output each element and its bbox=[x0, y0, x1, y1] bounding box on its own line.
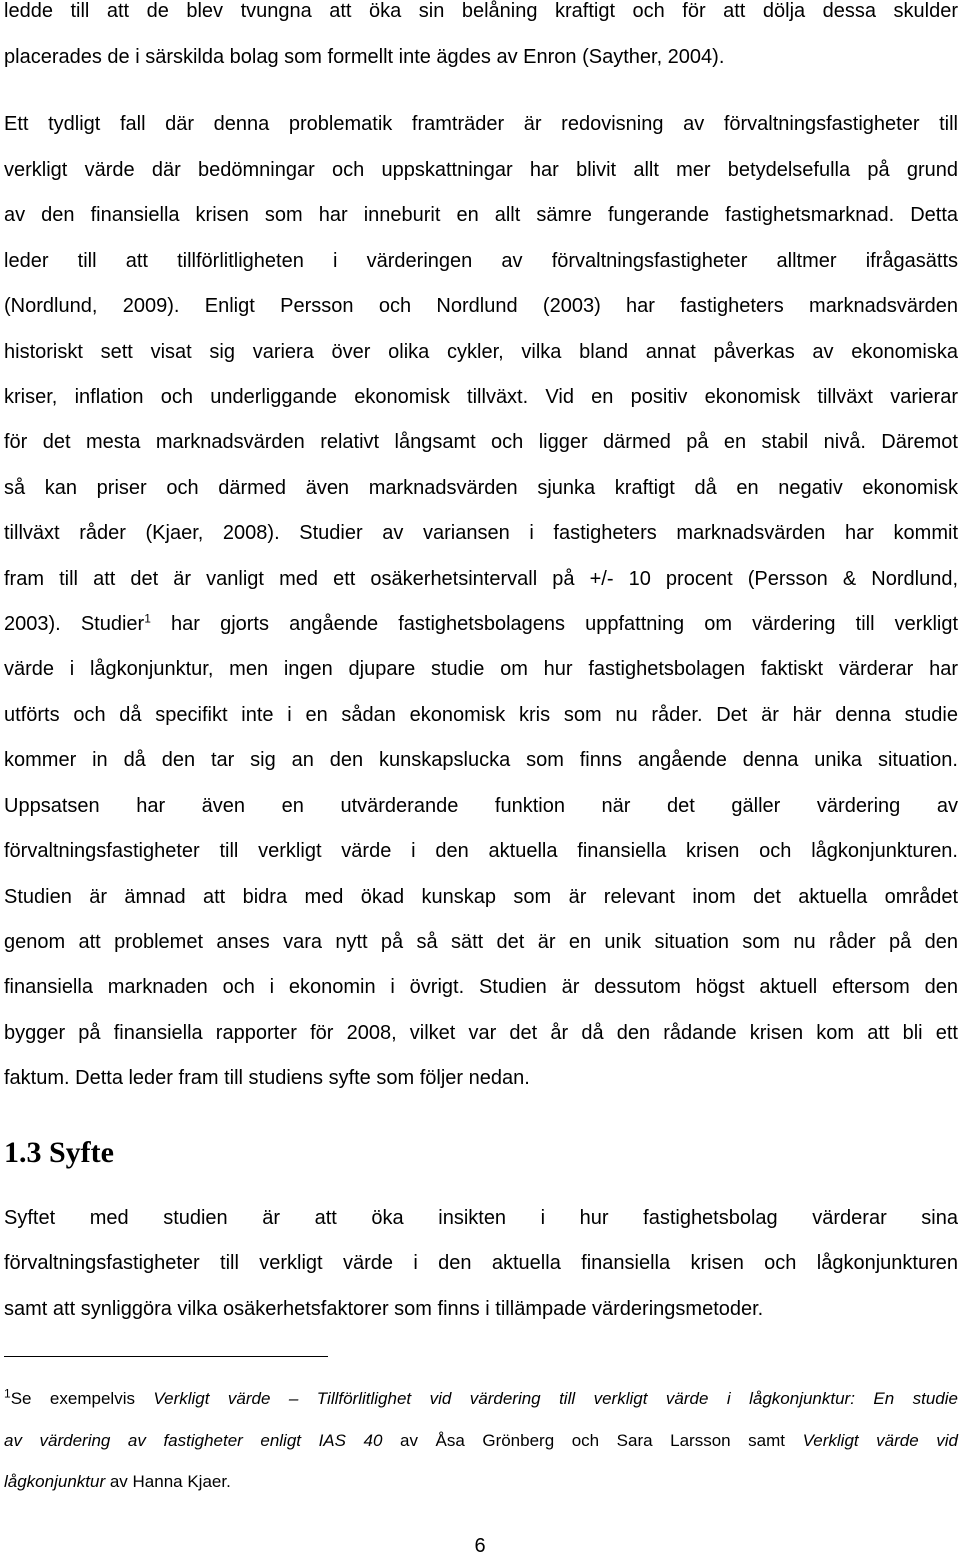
text-run: 2003). Studier bbox=[4, 613, 145, 635]
paragraph-line: fram till att det är vanligt med ett osäkerhetsintervall på +/- 10 procent (Persson & Nordlund, bbox=[4, 568, 958, 590]
paragraph-line: Uppsatsen har även en utvärderande funktion när det gäller värdering av bbox=[4, 795, 958, 817]
paragraph-line: samt att synliggöra vilka osäkerhetsfaktorer som finns i tillämpade värderingsmetoder. bbox=[4, 1298, 764, 1320]
paragraph-line: tillväxt råder (Kjaer, 2008). Studier av variansen i fastigheters marknadsvärden har kommit bbox=[4, 522, 958, 544]
paragraph-line: faktum. Detta leder fram till studiens syfte som följer nedan. bbox=[4, 1067, 530, 1089]
section-heading: 1.3 Syfte bbox=[4, 1136, 114, 1169]
footnote-separator bbox=[4, 1356, 328, 1357]
paragraph-line: av den finansiella krisen som har inneburit en allt sämre fungerande fastighetsmarknad. Detta bbox=[4, 204, 958, 226]
footnote-marker[interactable]: 1 bbox=[144, 611, 151, 626]
paragraph-line: kommer in då den tar sig an den kunskapslucka som finns angående denna unika situation. bbox=[4, 749, 958, 771]
text-run: av Hanna Kjaer. bbox=[105, 1472, 231, 1491]
text-run: Se exempelvis bbox=[10, 1389, 154, 1408]
paragraph-line: förvaltningsfastigheter till verkligt värde i den aktuella finansiella krisen och lågkonjunkturen. bbox=[4, 840, 958, 862]
paragraph-line: kriser, inflation och underliggande ekonomisk tillväxt. Vid en positiv ekonomisk tillväxt varierar bbox=[4, 386, 958, 408]
footnote-line bbox=[4, 1387, 958, 1411]
paragraph-line: förvaltningsfastigheter till verkligt värde i den aktuella finansiella krisen och lågkonjunkturen bbox=[4, 1252, 958, 1274]
paragraph-line: ledde till att de blev tvungna att öka sin belåning kraftigt och för att dölja dessa skulder bbox=[4, 0, 958, 22]
paragraph-line: för det mesta marknadsvärden relativt långsamt och ligger därmed på en stabil nivå. Däremot bbox=[4, 431, 958, 453]
paragraph-line: genom att problemet anses vara nytt på så sätt det är en unik situation som nu råder på den bbox=[4, 931, 958, 953]
paragraph-line: historiskt sett visat sig variera över olika cykler, vilka bland annat påverkas av ekonomiska bbox=[4, 341, 958, 363]
paragraph-line: (Nordlund, 2009). Enligt Persson och Nordlund (2003) har fastigheters marknadsvärden bbox=[4, 295, 958, 317]
text-run: har gjorts angående fastighetsbolagens uppfattning om värdering till verkligt bbox=[150, 613, 959, 635]
paragraph-line: leder till att tillförlitligheten i värderingen av förvaltningsfastigheter alltmer ifrågasätts bbox=[4, 250, 958, 272]
page-number: 6 bbox=[474, 1535, 486, 1557]
paragraph-line: värde i lågkonjunktur, men ingen djupare studie om hur fastighetsbolagen faktiskt värderar har bbox=[4, 658, 958, 680]
paragraph-line: Syftet med studien är att öka insikten i hur fastighetsbolag värderar sina bbox=[4, 1207, 958, 1229]
footnote-line bbox=[4, 1429, 958, 1453]
footnote-number: 1 bbox=[4, 1386, 11, 1401]
italic-title: lågkonjunktur bbox=[4, 1472, 106, 1491]
paragraph-line: Studien är ämnad att bidra med ökad kunskap som är relevant inom det aktuella området bbox=[4, 886, 958, 908]
italic-title: Verkligt värde – Tillförlitlighet vid värdering till verkligt värde i lågkonjunktur: En studie bbox=[153, 1389, 958, 1408]
paragraph-line-with-footnote bbox=[4, 611, 958, 637]
paragraph-line: så kan priser och därmed även marknadsvärden sjunka kraftigt då en negativ ekonomisk bbox=[4, 477, 958, 499]
paragraph-line: bygger på finansiella rapporter för 2008, vilket var det år då den rådande krisen kom att bli ett bbox=[4, 1022, 958, 1044]
italic-title: av värdering av fastigheter enligt IAS 40 bbox=[4, 1431, 383, 1450]
footnote-line bbox=[4, 1470, 958, 1494]
paragraph-line: utförts och då specifikt inte i en sådan ekonomisk kris som nu råder. Det är här denna studie bbox=[4, 704, 958, 726]
paragraph-line: placerades de i särskilda bolag som formellt inte ägdes av Enron (Sayther, 2004). bbox=[4, 46, 725, 68]
italic-title: Verkligt värde vid bbox=[802, 1431, 958, 1450]
paragraph-line: finansiella marknaden och i ekonomin i övrigt. Studien är dessutom högst aktuell eftersom den bbox=[4, 976, 958, 998]
text-run: av Åsa Grönberg och Sara Larsson samt bbox=[382, 1431, 803, 1450]
paragraph-line: verkligt värde där bedömningar och uppskattningar har blivit allt mer betydelsefulla på grund bbox=[4, 159, 958, 181]
paragraph-line: Ett tydligt fall där denna problematik framträder är redovisning av förvaltningsfastigheter till bbox=[4, 113, 958, 135]
